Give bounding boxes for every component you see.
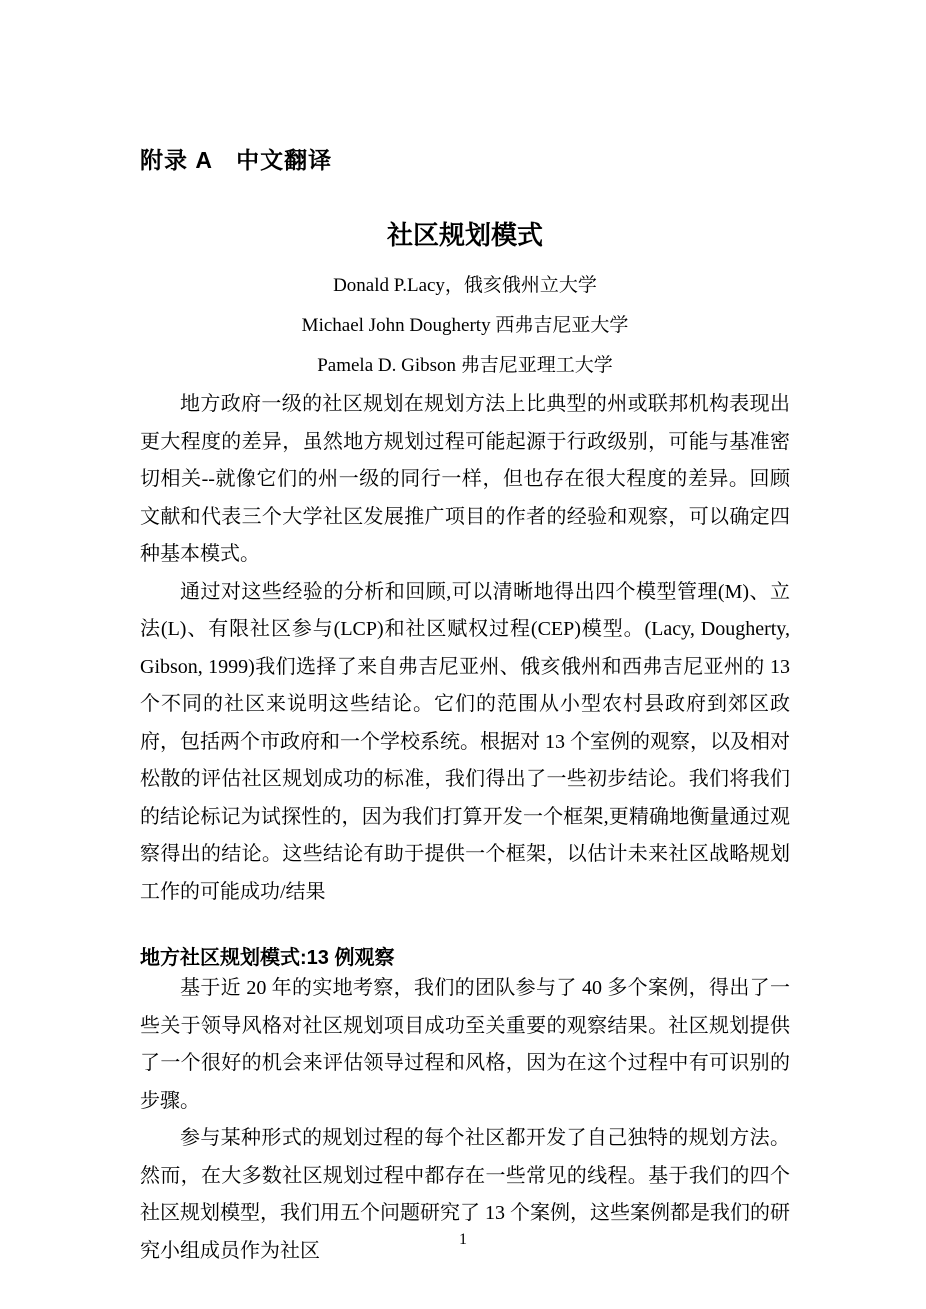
paragraph-observation-2: 参与某种形式的规划过程的每个社区都开发了自己独特的规划方法。然而，在大多数社区规划过程中都存在一些常见的线程。基于我们的四个社区规划模型，我们用五个问题研究了 13 个案例，这些案例都是我们的研究小组成员作为社区 xyxy=(140,1127,790,1262)
document-content xyxy=(140,0,790,1270)
paragraph-intro-1: 地方政府一级的社区规划在规划方法上比典型的州或联邦机构表现出更大程度的差异，虽然地方规划过程可能起源于行政级别，可能与基准密切相关--就像它们的州一级的同行一样，但也存在很大程度的差异。回顾文献和代表三个大学社区发展推广项目的作者的经验和观察，可以确定四种基本模式。 xyxy=(140,393,790,565)
paragraph-intro-2: 通过对这些经验的分析和回顾,可以清晰地得出四个模型管理(M)、立法(L)、有限社区参与(LCP)和社区赋权过程(CEP)模型。(Lacy, Dougherty, Gibson, 1999)我们选择了来自弗吉尼亚州、俄亥俄州和西弗吉尼亚州的 13 个不同的社区来说明这些结论。它们的范围从小型农村县政府到郊区政府，包括两个市政府和一个学校系统。根据对 13 个室例的观察，以及相对松散的评估社区规划成功的标准，我们得出了一些初步结论。我们将我们的结论标记为试探性的，因为我们打算开发一个框架,更精确地衡量通过观察得出的结论。这些结论有助于提供一个框架，以估计未来社区战略规划工作的可能成功/结果 xyxy=(140,580,790,903)
page-footer xyxy=(0,1231,926,1249)
author-line-2: Michael John Dougherty 西弗吉尼亚大学 xyxy=(301,315,629,336)
document-title: 社区规划模式 xyxy=(386,220,543,250)
author-line-3: Pamela D. Gibson 弗吉尼亚理工大学 xyxy=(317,355,613,376)
author-line-1: Donald P.Lacy，俄亥俄州立大学 xyxy=(333,275,597,296)
appendix-heading: 附录 A 中文翻译 xyxy=(140,147,333,173)
page-number: 1 xyxy=(459,1231,467,1248)
section-heading: 地方社区规划模式:13 例观察 xyxy=(140,947,395,969)
author-list xyxy=(140,266,790,386)
paragraph-observation-1: 基于近 20 年的实地考察，我们的团队参与了 40 多个案例，得出了一些关于领导风格对社区规划项目成功至关重要的观察结果。社区规划提供了一个很好的机会来评估领导过程和风格，因为在这个过程中有可识别的步骤。 xyxy=(140,977,790,1112)
